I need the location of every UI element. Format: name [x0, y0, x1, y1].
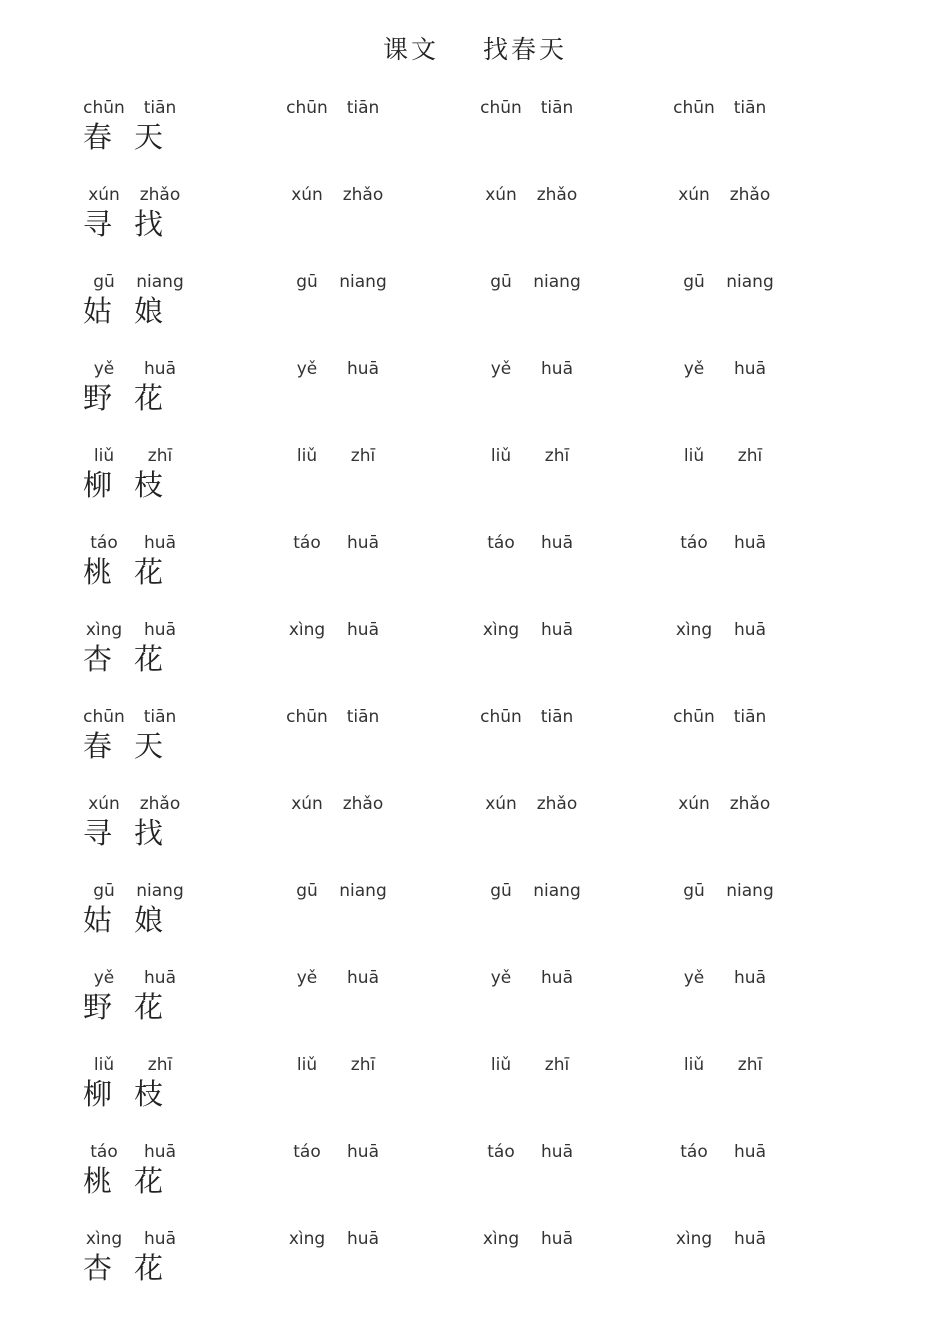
pinyin-practice-1	[284, 968, 388, 988]
pinyin-syllable: huā	[541, 1142, 573, 1162]
pinyin-syllable: táo	[487, 533, 515, 553]
hanzi-word	[83, 1246, 185, 1287]
pinyin-practice-1	[284, 272, 388, 292]
pinyin-syllable: xún	[88, 794, 120, 814]
hanzi-character: 天	[134, 120, 164, 154]
pinyin-syllable: gū	[490, 272, 512, 292]
pinyin-practice-2	[478, 620, 582, 640]
pinyin-syllable: yě	[490, 968, 512, 988]
pinyin-practice-3	[671, 1055, 775, 1075]
hanzi-character: 姑	[83, 903, 113, 937]
hanzi-character: 花	[134, 1251, 164, 1285]
pinyin-practice-1	[284, 533, 388, 553]
pinyin-syllable: huā	[734, 533, 766, 553]
pinyin-syllable: zhǎo	[342, 794, 384, 814]
hanzi-word	[83, 115, 185, 156]
pinyin-syllable: táo	[90, 1142, 118, 1162]
pinyin-practice-1	[284, 359, 388, 379]
hanzi-word	[83, 550, 185, 591]
pinyin-syllable: huā	[734, 620, 766, 640]
pinyin-syllable: liǔ	[683, 446, 705, 466]
pinyin-syllable: zhī	[350, 446, 376, 466]
vocab-row	[0, 1226, 950, 1313]
hanzi-character: 天	[134, 729, 164, 763]
pinyin-syllable: xún	[485, 794, 517, 814]
practice-rows	[0, 95, 950, 1313]
pinyin-practice-1	[284, 794, 388, 814]
vocab-row	[0, 791, 950, 878]
vocab-row	[0, 1139, 950, 1226]
hanzi-character: 杏	[83, 642, 113, 676]
pinyin-syllable: táo	[680, 1142, 708, 1162]
hanzi-character: 杏	[83, 1251, 113, 1285]
pinyin-practice-3	[671, 98, 775, 118]
hanzi-character: 柳	[83, 468, 113, 502]
pinyin-syllable: tiān	[540, 707, 574, 727]
pinyin-practice-2	[478, 707, 582, 727]
pinyin-practice-3	[671, 794, 775, 814]
pinyin-syllable: niang	[136, 272, 184, 292]
pinyin-practice-2	[478, 1229, 582, 1249]
pinyin-syllable: yě	[683, 968, 705, 988]
pinyin-syllable: táo	[293, 533, 321, 553]
pinyin-syllable: niang	[136, 881, 184, 901]
pinyin-practice-3	[671, 1229, 775, 1249]
pinyin-syllable: xìng	[482, 620, 520, 640]
pinyin-syllable: chūn	[83, 98, 125, 118]
pinyin-practice-3	[671, 185, 775, 205]
hanzi-word	[83, 289, 185, 330]
pinyin-syllable: gū	[93, 881, 115, 901]
pinyin-syllable: huā	[734, 1229, 766, 1249]
title-lesson-name: 找春天	[483, 35, 568, 64]
pinyin-syllable: xún	[678, 185, 710, 205]
pinyin-syllable: táo	[90, 533, 118, 553]
hanzi-word	[83, 202, 185, 243]
pinyin-syllable: gū	[296, 881, 318, 901]
pinyin-syllable: zhī	[544, 446, 570, 466]
pinyin-syllable: huā	[734, 359, 766, 379]
vocab-row	[0, 269, 950, 356]
pinyin-syllable: yě	[296, 968, 318, 988]
pinyin-practice-1	[284, 1229, 388, 1249]
pinyin-syllable: liǔ	[93, 1055, 115, 1075]
pinyin-syllable: liǔ	[490, 446, 512, 466]
pinyin-syllable: xún	[88, 185, 120, 205]
hanzi-character: 娘	[134, 294, 164, 328]
pinyin-syllable: táo	[293, 1142, 321, 1162]
vocab-row	[0, 443, 950, 530]
pinyin-syllable: zhī	[350, 1055, 376, 1075]
pinyin-syllable: huā	[144, 533, 176, 553]
pinyin-syllable: zhī	[737, 1055, 763, 1075]
pinyin-practice-3	[671, 881, 775, 901]
vocab-row	[0, 1052, 950, 1139]
pinyin-practice-2	[478, 968, 582, 988]
pinyin-practice-2	[478, 185, 582, 205]
hanzi-word	[83, 463, 185, 504]
pinyin-practice-2	[478, 272, 582, 292]
pinyin-syllable: xún	[291, 185, 323, 205]
pinyin-practice-1	[284, 1055, 388, 1075]
pinyin-syllable: gū	[296, 272, 318, 292]
vocab-row	[0, 965, 950, 1052]
hanzi-word	[83, 898, 185, 939]
pinyin-syllable: zhī	[147, 1055, 173, 1075]
hanzi-word	[83, 376, 185, 417]
hanzi-word	[83, 985, 185, 1026]
hanzi-character: 桃	[83, 1164, 113, 1198]
title-lesson-label: 课文	[382, 35, 439, 64]
pinyin-practice-2	[478, 359, 582, 379]
pinyin-syllable: tiān	[346, 707, 380, 727]
pinyin-syllable: niang	[339, 272, 387, 292]
pinyin-practice-2	[478, 881, 582, 901]
pinyin-syllable: zhǎo	[139, 794, 181, 814]
pinyin-syllable: gū	[93, 272, 115, 292]
vocab-row	[0, 95, 950, 182]
pinyin-syllable: chūn	[480, 707, 522, 727]
hanzi-word	[83, 1072, 185, 1113]
pinyin-syllable: chūn	[286, 707, 328, 727]
pinyin-practice-1	[284, 98, 388, 118]
pinyin-syllable: chūn	[673, 98, 715, 118]
pinyin-syllable: zhǎo	[342, 185, 384, 205]
pinyin-practice-2	[478, 98, 582, 118]
vocab-row	[0, 878, 950, 965]
pinyin-syllable: niang	[533, 881, 581, 901]
pinyin-syllable: huā	[144, 1142, 176, 1162]
pinyin-practice-1	[284, 185, 388, 205]
hanzi-character: 寻	[83, 816, 113, 850]
pinyin-practice-2	[478, 533, 582, 553]
pinyin-syllable: xìng	[675, 1229, 713, 1249]
hanzi-character: 花	[134, 381, 164, 415]
pinyin-syllable: huā	[347, 620, 379, 640]
pinyin-syllable: xìng	[288, 620, 326, 640]
pinyin-syllable: niang	[726, 272, 774, 292]
pinyin-syllable: zhǎo	[139, 185, 181, 205]
pinyin-practice-1	[284, 707, 388, 727]
pinyin-practice-3	[671, 272, 775, 292]
pinyin-syllable: liǔ	[683, 1055, 705, 1075]
hanzi-character: 柳	[83, 1077, 113, 1111]
pinyin-practice-3	[671, 359, 775, 379]
pinyin-syllable: yě	[296, 359, 318, 379]
pinyin-syllable: chūn	[286, 98, 328, 118]
pinyin-syllable: huā	[734, 968, 766, 988]
pinyin-syllable: zhī	[737, 446, 763, 466]
pinyin-syllable: liǔ	[93, 446, 115, 466]
pinyin-syllable: gū	[490, 881, 512, 901]
pinyin-syllable: yě	[93, 359, 115, 379]
pinyin-syllable: niang	[533, 272, 581, 292]
pinyin-syllable: tiān	[733, 707, 767, 727]
pinyin-syllable: liǔ	[296, 1055, 318, 1075]
pinyin-syllable: xìng	[482, 1229, 520, 1249]
pinyin-practice-2	[478, 794, 582, 814]
hanzi-character: 找	[134, 207, 164, 241]
pinyin-syllable: xìng	[85, 620, 123, 640]
pinyin-syllable: huā	[144, 359, 176, 379]
pinyin-syllable: zhǎo	[729, 794, 771, 814]
pinyin-syllable: niang	[339, 881, 387, 901]
hanzi-character: 找	[134, 816, 164, 850]
pinyin-syllable: huā	[144, 620, 176, 640]
vocab-row	[0, 182, 950, 269]
hanzi-character: 野	[83, 381, 113, 415]
hanzi-character: 桃	[83, 555, 113, 589]
pinyin-syllable: tiān	[143, 98, 177, 118]
pinyin-syllable: zhī	[544, 1055, 570, 1075]
pinyin-practice-1	[284, 446, 388, 466]
pinyin-syllable: zhǎo	[536, 185, 578, 205]
hanzi-character: 春	[83, 729, 113, 763]
hanzi-word	[83, 724, 185, 765]
pinyin-syllable: xún	[485, 185, 517, 205]
pinyin-syllable: xún	[678, 794, 710, 814]
pinyin-syllable: tiān	[346, 98, 380, 118]
pinyin-syllable: gū	[683, 272, 705, 292]
vocab-row	[0, 704, 950, 791]
pinyin-syllable: huā	[541, 1229, 573, 1249]
pinyin-syllable: chūn	[83, 707, 125, 727]
pinyin-syllable: tiān	[143, 707, 177, 727]
hanzi-word	[83, 811, 185, 852]
pinyin-practice-3	[671, 446, 775, 466]
hanzi-character: 花	[134, 1164, 164, 1198]
pinyin-practice-1	[284, 620, 388, 640]
pinyin-practice-3	[671, 533, 775, 553]
hanzi-word	[83, 1159, 185, 1200]
pinyin-syllable: liǔ	[296, 446, 318, 466]
pinyin-practice-1	[284, 881, 388, 901]
pinyin-syllable: tiān	[733, 98, 767, 118]
pinyin-syllable: huā	[144, 968, 176, 988]
pinyin-syllable: yě	[683, 359, 705, 379]
hanzi-character: 枝	[134, 468, 164, 502]
vocab-row	[0, 617, 950, 704]
pinyin-syllable: xìng	[85, 1229, 123, 1249]
pinyin-syllable: zhǎo	[536, 794, 578, 814]
hanzi-character: 野	[83, 990, 113, 1024]
pinyin-syllable: zhǎo	[729, 185, 771, 205]
pinyin-syllable: huā	[347, 359, 379, 379]
pinyin-syllable: chūn	[673, 707, 715, 727]
pinyin-syllable: huā	[734, 1142, 766, 1162]
pinyin-practice-2	[478, 1055, 582, 1075]
pinyin-syllable: huā	[347, 1229, 379, 1249]
hanzi-character: 寻	[83, 207, 113, 241]
pinyin-syllable: huā	[541, 533, 573, 553]
pinyin-syllable: niang	[726, 881, 774, 901]
pinyin-practice-3	[671, 620, 775, 640]
pinyin-syllable: xìng	[288, 1229, 326, 1249]
pinyin-practice-3	[671, 968, 775, 988]
page-title	[0, 30, 950, 66]
pinyin-syllable: táo	[487, 1142, 515, 1162]
pinyin-syllable: huā	[144, 1229, 176, 1249]
pinyin-practice-3	[671, 707, 775, 727]
pinyin-practice-3	[671, 1142, 775, 1162]
pinyin-practice-2	[478, 446, 582, 466]
hanzi-character: 娘	[134, 903, 164, 937]
pinyin-syllable: yě	[93, 968, 115, 988]
pinyin-practice-2	[478, 1142, 582, 1162]
pinyin-syllable: xìng	[675, 620, 713, 640]
pinyin-syllable: huā	[541, 620, 573, 640]
pinyin-syllable: huā	[541, 968, 573, 988]
pinyin-syllable: huā	[347, 1142, 379, 1162]
hanzi-character: 枝	[134, 1077, 164, 1111]
pinyin-syllable: xún	[291, 794, 323, 814]
hanzi-character: 花	[134, 642, 164, 676]
pinyin-syllable: liǔ	[490, 1055, 512, 1075]
vocab-row	[0, 356, 950, 443]
pinyin-syllable: yě	[490, 359, 512, 379]
pinyin-syllable: huā	[347, 533, 379, 553]
pinyin-practice-1	[284, 1142, 388, 1162]
pinyin-syllable: chūn	[480, 98, 522, 118]
hanzi-word	[83, 637, 185, 678]
vocab-row	[0, 530, 950, 617]
hanzi-character: 姑	[83, 294, 113, 328]
pinyin-syllable: tiān	[540, 98, 574, 118]
hanzi-character: 春	[83, 120, 113, 154]
hanzi-character: 花	[134, 990, 164, 1024]
pinyin-syllable: táo	[680, 533, 708, 553]
pinyin-syllable: gū	[683, 881, 705, 901]
pinyin-syllable: huā	[347, 968, 379, 988]
hanzi-character: 花	[134, 555, 164, 589]
pinyin-syllable: huā	[541, 359, 573, 379]
pinyin-syllable: zhī	[147, 446, 173, 466]
